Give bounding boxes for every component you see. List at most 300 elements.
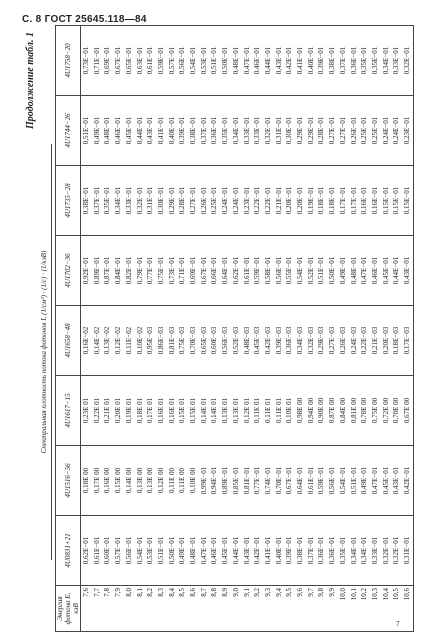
value-cell: 0,15E 01 <box>188 376 199 446</box>
value-cell: 0,70E 00 <box>391 376 402 446</box>
value-cell: 0,22E−01 <box>263 166 274 236</box>
value-cell: 0,13E 01 <box>220 376 231 446</box>
continuation-label: Продолжение табл. 1 <box>25 32 36 130</box>
value-cell: 0,99E−01 <box>199 446 210 516</box>
value-cell: 0,18E−01 <box>316 166 327 236</box>
value-cell: 0,47E−01 <box>242 26 253 96</box>
value-cell: 0,46E−01 <box>252 26 263 96</box>
value-cell: 0,49E−01 <box>92 96 103 166</box>
energy-cell: 9,1 <box>242 586 253 632</box>
value-cell: 0,50E−01 <box>327 236 338 306</box>
value-cell: 0,43E−01 <box>145 96 156 166</box>
table-row <box>231 26 242 632</box>
rotated-table-block <box>23 26 412 632</box>
value-cell: 0,28E−01 <box>177 166 188 236</box>
value-cell: 0,32E−01 <box>391 516 402 586</box>
value-cell: 0,11E 01 <box>252 376 263 446</box>
value-cell: 0,60E−03 <box>209 306 220 376</box>
energy-cell: 9,2 <box>252 586 263 632</box>
value-cell: 0,36E−03 <box>284 306 295 376</box>
value-cell: 0,13E−02 <box>102 306 113 376</box>
table-row <box>156 26 167 632</box>
value-cell: 0,35E−01 <box>220 96 231 166</box>
table-row <box>199 26 210 632</box>
value-cell: 0,52E−03 <box>231 306 242 376</box>
value-cell: 0,61E−01 <box>92 516 103 586</box>
value-cell: 0,45E−01 <box>124 96 135 166</box>
data-table <box>55 25 414 632</box>
value-cell: 0,67E−01 <box>284 446 295 516</box>
value-cell: 0,12E 01 <box>242 376 253 446</box>
value-cell: 0,54E−01 <box>188 26 199 96</box>
value-cell: 0,94E−01 <box>209 446 220 516</box>
energy-cell: 9,4 <box>274 586 285 632</box>
value-cell: 0,32E−01 <box>263 96 274 166</box>
value-cell: 0,24E−01 <box>220 166 231 236</box>
value-cell: 0,48E−01 <box>102 96 113 166</box>
value-cell: 0,15E−01 <box>402 166 413 236</box>
value-cell: 0,56E−01 <box>274 236 285 306</box>
value-cell: 0,81E 00 <box>349 376 360 446</box>
value-cell: 0,58E−01 <box>263 236 274 306</box>
value-cell: 0,26E−03 <box>338 306 349 376</box>
value-cell: 0,36E−01 <box>209 96 220 166</box>
value-cell: 0,37E−01 <box>338 26 349 96</box>
value-cell: 0,44E−01 <box>263 26 274 96</box>
table-row <box>252 26 263 632</box>
value-cell: 0,16E 01 <box>167 376 178 446</box>
table-row <box>263 26 274 632</box>
value-cell: 0,90E 00 <box>316 376 327 446</box>
value-cell: 0,14E 01 <box>209 376 220 446</box>
energy-cell: 9,3 <box>263 586 274 632</box>
value-cell: 0,20E−03 <box>381 306 392 376</box>
value-cell: 0,14E 00 <box>124 446 135 516</box>
value-cell: 0,34E−01 <box>359 516 370 586</box>
value-cell: 0,77E−01 <box>252 446 263 516</box>
value-cell: 0,32E−01 <box>135 166 146 236</box>
value-cell: 0,43E−01 <box>274 26 285 96</box>
value-cell: 0,55E−01 <box>284 236 295 306</box>
value-cell: 0,35E−01 <box>370 26 381 96</box>
value-cell: 0,48E−01 <box>349 236 360 306</box>
value-cell: 0,46E−01 <box>113 96 124 166</box>
value-cell: 0,23E 01 <box>81 376 92 446</box>
value-cell: 0,54E−01 <box>295 236 306 306</box>
value-cell: 0,50E−01 <box>167 516 178 586</box>
energy-cell: 9,6 <box>295 586 306 632</box>
value-cell: 0,63E−01 <box>135 26 146 96</box>
value-cell: 0,53E−01 <box>145 516 156 586</box>
value-cell: 0,38E−01 <box>188 96 199 166</box>
value-cell: 0,15E−01 <box>391 166 402 236</box>
energy-cell: 8,9 <box>220 586 231 632</box>
value-cell: 0,34E−01 <box>381 26 392 96</box>
value-cell: 0,18E 01 <box>135 376 146 446</box>
energy-cell: 8,5 <box>177 586 188 632</box>
value-cell: 0,84E−01 <box>113 236 124 306</box>
value-cell: 0,13E 00 <box>135 446 146 516</box>
value-cell: 0,60E−01 <box>102 516 113 586</box>
value-cell: 0,64E−01 <box>295 446 306 516</box>
value-cell: 0,28E−01 <box>316 96 327 166</box>
energy-cell: 9,8 <box>316 586 327 632</box>
value-cell: 0,57E−01 <box>167 26 178 96</box>
value-cell: 0,12E−02 <box>113 306 124 376</box>
table-row <box>274 26 285 632</box>
value-cell: 0,23E−01 <box>242 166 253 236</box>
energy-cell: 9,0 <box>231 586 242 632</box>
value-cell: 0,27E−01 <box>338 96 349 166</box>
value-cell: 0,16E 01 <box>156 376 167 446</box>
value-cell: 0,30E−01 <box>284 96 295 166</box>
column-header: 4U1617−15 <box>56 376 81 446</box>
value-cell: 0,32E−01 <box>381 516 392 586</box>
value-cell: 0,35E−01 <box>338 516 349 586</box>
value-cell: 0,21E 01 <box>102 376 113 446</box>
value-cell: 0,46E−01 <box>209 516 220 586</box>
value-cell: 0,33E−01 <box>370 516 381 586</box>
value-cell: 0,46E−01 <box>370 236 381 306</box>
value-cell: 0,89E−01 <box>220 446 231 516</box>
table-row <box>220 26 231 632</box>
value-cell: 0,51E−01 <box>81 96 92 166</box>
energy-cell: 8,2 <box>145 586 156 632</box>
value-cell: 0,17E 00 <box>92 446 103 516</box>
value-cell: 0,45E−01 <box>220 516 231 586</box>
value-cell: 0,59E−01 <box>156 26 167 96</box>
value-cell: 0,74E−01 <box>263 446 274 516</box>
value-cell: 0,85E−01 <box>231 446 242 516</box>
energy-cell: 9,5 <box>284 586 295 632</box>
value-cell: 0,71E−01 <box>177 236 188 306</box>
value-cell: 0,69E−01 <box>188 236 199 306</box>
table-row <box>359 26 370 632</box>
energy-cell: 8,3 <box>156 586 167 632</box>
value-cell: 0,43E−01 <box>242 516 253 586</box>
value-cell: 0,70E−03 <box>188 306 199 376</box>
value-cell: 0,27E−01 <box>327 96 338 166</box>
value-cell: 0,98E 00 <box>295 376 306 446</box>
value-cell: 0,17E−01 <box>338 166 349 236</box>
value-cell: 0,65E−01 <box>124 26 135 96</box>
value-cell: 0,11E 01 <box>274 376 285 446</box>
table-body <box>81 26 414 632</box>
energy-cell: 10,2 <box>359 586 370 632</box>
value-cell: 0,44E−01 <box>135 96 146 166</box>
value-cell: 0,47E−01 <box>370 446 381 516</box>
table-row <box>338 26 349 632</box>
value-cell: 0,23E−01 <box>402 96 413 166</box>
value-cell: 0,25E−01 <box>209 166 220 236</box>
value-cell: 0,32E−03 <box>306 306 317 376</box>
value-cell: 0,39E−01 <box>316 26 327 96</box>
value-cell: 0,13E 01 <box>231 376 242 446</box>
value-cell: 0,45E−01 <box>381 236 392 306</box>
value-cell: 0,87E 00 <box>327 376 338 446</box>
value-cell: 0,27E−01 <box>188 166 199 236</box>
value-cell: 0,75E 00 <box>370 376 381 446</box>
value-cell: 0,17E−03 <box>402 306 413 376</box>
value-cell: 0,34E−03 <box>295 306 306 376</box>
value-cell: 0,25E−01 <box>359 96 370 166</box>
value-cell: 0,81E−03 <box>167 306 178 376</box>
value-cell: 0,22E−01 <box>252 166 263 236</box>
value-cell: 0,56E−01 <box>327 446 338 516</box>
value-cell: 0,29E−01 <box>306 96 317 166</box>
value-cell: 0,41E−01 <box>156 96 167 166</box>
value-cell: 0,31E−01 <box>274 96 285 166</box>
value-cell: 0,47E−01 <box>199 516 210 586</box>
value-cell: 0,39E−01 <box>284 516 295 586</box>
value-cell: 0,24E−01 <box>231 166 242 236</box>
value-cell: 0,77E−01 <box>145 236 156 306</box>
table-row <box>113 26 124 632</box>
value-cell: 0,15E−01 <box>381 166 392 236</box>
value-cell: 0,67E 00 <box>402 376 413 446</box>
energy-cell: 10,0 <box>338 586 349 632</box>
energy-cell: 7,8 <box>102 586 113 632</box>
value-cell: 0,75E−01 <box>156 236 167 306</box>
value-cell: 0,49E−01 <box>338 236 349 306</box>
value-cell: 0,42E−03 <box>263 306 274 376</box>
value-cell: 0,94E 00 <box>306 376 317 446</box>
table-row <box>188 26 199 632</box>
value-cell: 0,47E−01 <box>359 236 370 306</box>
value-cell: 0,34E−01 <box>113 166 124 236</box>
value-cell: 0,70E−01 <box>274 446 285 516</box>
energy-cell: 10,3 <box>370 586 381 632</box>
value-cell: 0,36E−01 <box>316 516 327 586</box>
energy-cell: 8,8 <box>209 586 220 632</box>
value-cell: 0,25E−01 <box>370 96 381 166</box>
value-cell: 0,19E 01 <box>124 376 135 446</box>
table-row <box>295 26 306 632</box>
page-header: С. 8 ГОСТ 25645.118—84 <box>22 14 147 25</box>
value-cell: 0,67E−01 <box>199 236 210 306</box>
value-cell: 0,62E−01 <box>81 516 92 586</box>
value-cell: 0,26E−01 <box>349 96 360 166</box>
value-cell: 0,30E−01 <box>156 166 167 236</box>
column-header: 4U0831+21 <box>56 516 81 586</box>
table-row <box>124 26 135 632</box>
value-cell: 0,51E−01 <box>349 446 360 516</box>
value-cell: 0,17E−01 <box>349 166 360 236</box>
value-cell: 0,56E−03 <box>220 306 231 376</box>
value-cell: 0,61E−01 <box>145 26 156 96</box>
column-header: 4U1702−36 <box>56 236 81 306</box>
value-cell: 0,14E−02 <box>92 306 103 376</box>
value-cell: 0,38E−01 <box>295 516 306 586</box>
value-cell: 0,11E−02 <box>124 306 135 376</box>
value-cell: 0,24E−01 <box>391 96 402 166</box>
value-cell: 0,22E−03 <box>359 306 370 376</box>
value-cell: 0,57E−01 <box>113 516 124 586</box>
value-cell: 0,59E−01 <box>316 446 327 516</box>
value-cell: 0,31E−01 <box>145 166 156 236</box>
value-cell: 0,14E 01 <box>199 376 210 446</box>
value-cell: 0,52E−01 <box>306 236 317 306</box>
energy-cell: 8,0 <box>124 586 135 632</box>
energy-cell: 7,9 <box>113 586 124 632</box>
value-cell: 0,10E 01 <box>284 376 295 446</box>
value-cell: 0,33E−01 <box>391 26 402 96</box>
value-cell: 0,81E−01 <box>242 446 253 516</box>
energy-cell: 7,6 <box>81 586 92 632</box>
column-header: 4U1516−56 <box>56 446 81 516</box>
value-cell: 0,79E−01 <box>135 236 146 306</box>
value-cell: 0,41E−01 <box>295 26 306 96</box>
value-cell: 0,15E 00 <box>113 446 124 516</box>
value-cell: 0,51E−01 <box>156 516 167 586</box>
value-cell: 0,34E−01 <box>231 96 242 166</box>
value-cell: 0,43E−01 <box>402 236 413 306</box>
value-cell: 0,73E−01 <box>81 26 92 96</box>
table-row <box>402 26 413 632</box>
table-row <box>370 26 381 632</box>
value-cell: 0,11E 01 <box>263 376 274 446</box>
value-cell: 0,50E−01 <box>220 26 231 96</box>
value-cell: 0,33E−01 <box>252 96 263 166</box>
value-cell: 0,73E−01 <box>167 236 178 306</box>
value-cell: 0,18E−01 <box>327 166 338 236</box>
value-cell: 0,11E 00 <box>167 446 178 516</box>
value-cell: 0,71E−01 <box>92 26 103 96</box>
value-cell: 0,39E−01 <box>177 96 188 166</box>
value-cell: 0,34E−01 <box>349 516 360 586</box>
value-cell: 0,59E−01 <box>252 236 263 306</box>
value-cell: 0,86E−03 <box>156 306 167 376</box>
value-cell: 0,40E−01 <box>306 26 317 96</box>
value-cell: 0,18E−03 <box>391 306 402 376</box>
value-cell: 0,20E−01 <box>295 166 306 236</box>
value-cell: 0,61E−01 <box>242 236 253 306</box>
value-cell: 0,13E 00 <box>145 446 156 516</box>
value-cell: 0,35E−01 <box>359 26 370 96</box>
value-cell: 0,36E−01 <box>349 26 360 96</box>
value-cell: 0,16E 00 <box>102 446 113 516</box>
value-cell: 0,37E−01 <box>306 516 317 586</box>
value-cell: 0,21E−01 <box>274 166 285 236</box>
value-cell: 0,42E−01 <box>402 446 413 516</box>
value-cell: 0,42E−01 <box>284 26 295 96</box>
energy-cell: 9,7 <box>306 586 317 632</box>
table-row <box>102 26 113 632</box>
value-cell: 0,41E−01 <box>263 516 274 586</box>
value-cell: 0,48E−01 <box>231 26 242 96</box>
table-row <box>209 26 220 632</box>
value-cell: 0,89E−01 <box>92 236 103 306</box>
column-header: Энергия фотона E, кэВ <box>56 586 81 632</box>
value-cell: 0,49E−01 <box>359 446 370 516</box>
energy-cell: 10,6 <box>402 586 413 632</box>
table-row <box>242 26 253 632</box>
value-cell: 0,39E−03 <box>274 306 285 376</box>
energy-cell: 8,4 <box>167 586 178 632</box>
value-cell: 0,16E−02 <box>81 306 92 376</box>
value-cell: 0,31E−01 <box>402 516 413 586</box>
value-cell: 0,43E−01 <box>391 446 402 516</box>
energy-cell: 7,7 <box>92 586 103 632</box>
energy-cell: 8,1 <box>135 586 146 632</box>
value-cell: 0,18E 00 <box>81 446 92 516</box>
value-cell: 0,48E−03 <box>242 306 253 376</box>
table-row <box>81 26 92 632</box>
table-row <box>316 26 327 632</box>
table-header-row <box>56 26 81 632</box>
value-cell: 0,35E−01 <box>102 166 113 236</box>
value-cell: 0,45E−01 <box>381 446 392 516</box>
column-header: 4U1744−26 <box>56 96 81 166</box>
table-row <box>391 26 402 632</box>
value-cell: 0,38E−01 <box>81 166 92 236</box>
value-cell: 0,33E−01 <box>124 166 135 236</box>
value-cell: 0,19E−01 <box>306 166 317 236</box>
value-cell: 0,40E−01 <box>167 96 178 166</box>
value-cell: 0,56E−01 <box>177 26 188 96</box>
value-cell: 0,53E−01 <box>199 26 210 96</box>
value-cell: 0,65E−03 <box>199 306 210 376</box>
value-cell: 0,45E−03 <box>252 306 263 376</box>
energy-cell: 9,9 <box>327 586 338 632</box>
value-cell: 0,16E−01 <box>370 166 381 236</box>
value-cell: 0,12E 00 <box>156 446 167 516</box>
table-row <box>177 26 188 632</box>
value-cell: 0,51E−01 <box>316 236 327 306</box>
value-cell: 0,32E−01 <box>402 26 413 96</box>
energy-cell: 10,5 <box>391 586 402 632</box>
value-cell: 0,44E−01 <box>391 236 402 306</box>
table-title: Спектральная плотность потока фотонов I, (1/см²) · (1/с) · (1/кэВ) <box>40 144 52 560</box>
value-cell: 0,21E−03 <box>370 306 381 376</box>
value-cell: 0,40E−01 <box>274 516 285 586</box>
value-cell: 0,69E−01 <box>102 26 113 96</box>
value-cell: 0,56E−01 <box>124 516 135 586</box>
value-cell: 0,95E−03 <box>145 306 156 376</box>
page-mark: 7 <box>396 620 400 628</box>
value-cell: 0,22E 01 <box>92 376 103 446</box>
value-cell: 0,78E 00 <box>359 376 370 446</box>
energy-cell: 8,7 <box>199 586 210 632</box>
value-cell: 0,54E−01 <box>338 446 349 516</box>
value-cell: 0,11E 00 <box>177 446 188 516</box>
table-row <box>167 26 178 632</box>
value-cell: 0,87E−01 <box>102 236 113 306</box>
value-cell: 0,24E−01 <box>381 96 392 166</box>
value-cell: 0,36E−01 <box>327 516 338 586</box>
value-cell: 0,17E 01 <box>145 376 156 446</box>
energy-cell: 8,6 <box>188 586 199 632</box>
value-cell: 0,48E−01 <box>188 516 199 586</box>
value-cell: 0,33E−01 <box>242 96 253 166</box>
column-header: 4U1735−28 <box>56 166 81 236</box>
value-cell: 0,44E−01 <box>231 516 242 586</box>
table-row <box>306 26 317 632</box>
value-cell: 0,84E 00 <box>338 376 349 446</box>
energy-cell: 10,1 <box>349 586 360 632</box>
value-cell: 0,42E−01 <box>252 516 263 586</box>
value-cell: 0,37E−01 <box>199 96 210 166</box>
table-row <box>135 26 146 632</box>
value-cell: 0,62E−01 <box>231 236 242 306</box>
value-cell: 0,49E−01 <box>177 516 188 586</box>
value-cell: 0,10E 00 <box>188 446 199 516</box>
table-row <box>327 26 338 632</box>
table-row <box>349 26 360 632</box>
table-row <box>381 26 392 632</box>
column-header: 4U1658−48 <box>56 306 81 376</box>
value-cell: 0,67E−01 <box>113 26 124 96</box>
